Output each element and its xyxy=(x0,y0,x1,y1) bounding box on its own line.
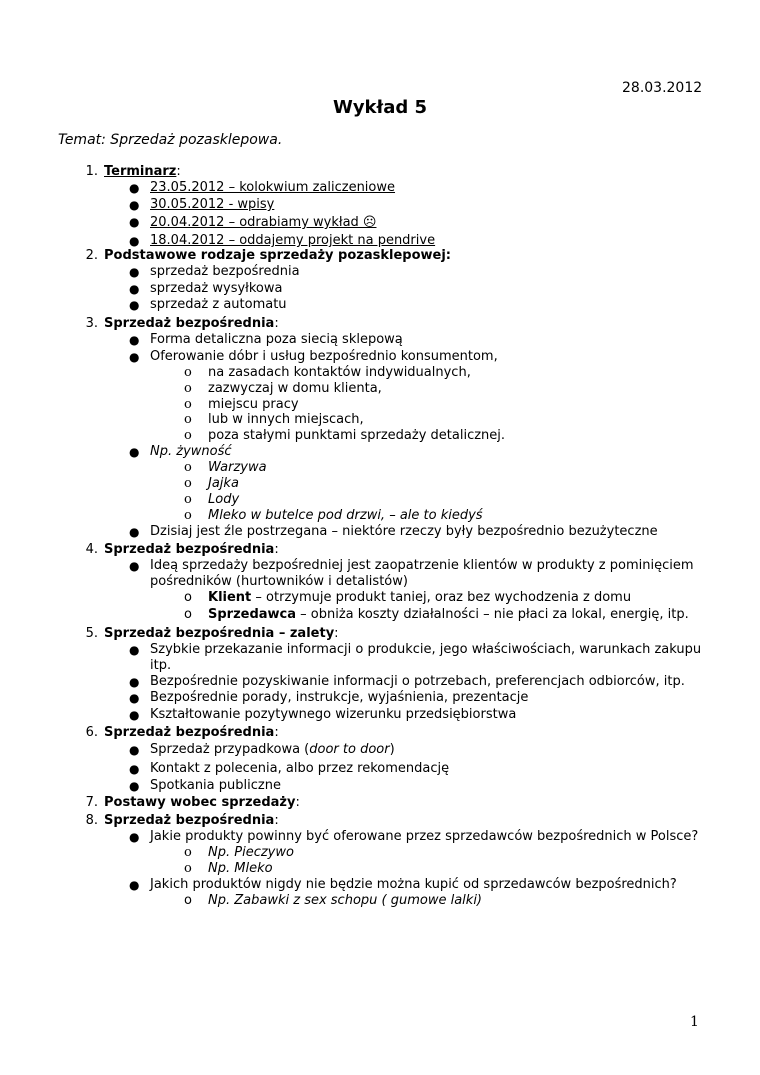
list-item: Jakie produkty powinny być oferowane przez sprzedawców bezpośrednich w Polsce? xyxy=(150,829,699,844)
list-item: 23.05.2012 – kolokwium zaliczeniowe xyxy=(150,180,396,195)
list-item: Ideą sprzedaży bezpośredniej jest zaopatrzenie klientów w produkty z pominięciem xyxy=(150,558,694,573)
bullet-icon: ● xyxy=(129,445,140,459)
bullet-icon: ● xyxy=(129,675,140,689)
list-item: Sprzedaż przypadkowa (door to door) xyxy=(150,742,395,757)
list-item: Kontakt z polecenia, albo przez rekomendację xyxy=(150,761,450,776)
list-item: 30.05.2012 - wpisy xyxy=(150,197,275,212)
sub-item: Np. Mleko xyxy=(208,861,273,876)
section-number: 6. xyxy=(85,725,98,740)
section-number: 4. xyxy=(85,542,98,557)
section-number: 7. xyxy=(85,795,98,810)
list-item: sprzedaż bezpośrednia xyxy=(150,264,300,279)
list-item: Kształtowanie pozytywnego wizerunku przedsiębiorstwa xyxy=(150,707,517,722)
section-heading: Sprzedaż bezpośrednia: xyxy=(104,725,279,740)
section-heading: Sprzedaż bezpośrednia: xyxy=(104,316,279,331)
list-item: Szybkie przekazanie informacji o produkcie, jego właściwościach, warunkach zakupu xyxy=(150,642,702,657)
topic-line: Temat: Sprzedaż pozasklepowa. xyxy=(58,132,283,148)
sub-bullet-icon: o xyxy=(184,590,192,605)
list-item: Forma detaliczna poza siecią sklepową xyxy=(150,332,403,347)
sub-item: zazwyczaj w domu klienta, xyxy=(208,381,382,396)
list-item: Oferowanie dóbr i usług bezpośrednio konsumentom, xyxy=(150,349,498,364)
list-item: Np. żywność xyxy=(150,444,232,459)
list-item: Bezpośrednie porady, instrukcje, wyjaśnienia, prezentacje xyxy=(150,690,529,705)
section-heading: Sprzedaż bezpośrednia – zalety: xyxy=(104,626,339,641)
page-title: Wykład 5 xyxy=(332,97,428,118)
bullet-icon: ● xyxy=(129,525,140,539)
bullet-icon: ● xyxy=(129,181,140,195)
sub-item: Lody xyxy=(208,492,240,507)
section-number: 5. xyxy=(85,626,98,641)
bullet-icon: ● xyxy=(129,282,140,296)
sub-item: Warzywa xyxy=(208,460,267,475)
section-heading: Terminarz: xyxy=(104,164,181,179)
lecture-date: 28.03.2012 xyxy=(622,80,703,96)
bullet-icon: ● xyxy=(129,234,140,248)
bullet-icon: ● xyxy=(129,708,140,722)
bullet-icon: ● xyxy=(129,350,140,364)
bullet-icon: ● xyxy=(129,691,140,705)
list-item: 20.04.2012 – odrabiamy wykład ☹ xyxy=(150,215,377,230)
bullet-icon: ● xyxy=(129,265,140,279)
bullet-icon: ● xyxy=(129,878,140,892)
bullet-icon: ● xyxy=(129,333,140,347)
list-item: Spotkania publiczne xyxy=(150,778,281,793)
bullet-icon: ● xyxy=(129,559,140,573)
sub-bullet-icon: o xyxy=(184,845,192,860)
list-item: Bezpośrednie pozyskiwanie informacji o potrzebach, preferencjach odbiorców, itp. xyxy=(150,674,685,689)
section-heading: Postawy wobec sprzedaży: xyxy=(104,795,300,810)
sub-bullet-icon: o xyxy=(184,607,192,622)
sub-bullet-icon: o xyxy=(184,508,192,523)
sub-bullet-icon: o xyxy=(184,460,192,475)
bullet-icon: ● xyxy=(129,643,140,657)
sub-bullet-icon: o xyxy=(184,397,192,412)
sub-bullet-icon: o xyxy=(184,492,192,507)
sub-bullet-icon: o xyxy=(184,412,192,427)
bullet-icon: ● xyxy=(129,779,140,793)
sub-bullet-icon: o xyxy=(184,428,192,443)
section-heading: Sprzedaż bezpośrednia: xyxy=(104,542,279,557)
sub-item: lub w innych miejscach, xyxy=(208,412,364,427)
sub-item: miejscu pracy xyxy=(208,397,299,412)
section-heading: Podstawowe rodzaje sprzedaży pozasklepowej: xyxy=(104,248,452,263)
bullet-icon: ● xyxy=(129,215,140,229)
bullet-icon: ● xyxy=(129,298,140,312)
sub-bullet-icon: o xyxy=(184,381,192,396)
bullet-icon: ● xyxy=(129,198,140,212)
section-number: 3. xyxy=(85,316,98,331)
list-item-continuation: itp. xyxy=(150,658,172,673)
list-item: Dzisiaj jest źle postrzegana – niektóre rzeczy były bezpośrednio bezużyteczne xyxy=(150,524,658,539)
sub-item: Mleko w butelce pod drzwi, – ale to kiedyś xyxy=(208,508,483,523)
sub-item: poza stałymi punktami sprzedaży detalicznej. xyxy=(208,428,506,443)
sub-item: Sprzedawca – obniża koszty działalności – nie płaci za lokal, energię, itp. xyxy=(208,607,689,622)
sub-bullet-icon: o xyxy=(184,365,192,380)
section-number: 8. xyxy=(85,813,98,828)
list-item-continuation: pośredników (hurtowników i detalistów) xyxy=(150,574,408,589)
sub-item: Klient – otrzymuje produkt taniej, oraz bez wychodzenia z domu xyxy=(208,590,632,605)
list-item: sprzedaż z automatu xyxy=(150,297,287,312)
bullet-icon: ● xyxy=(129,762,140,776)
section-heading: Sprzedaż bezpośrednia: xyxy=(104,813,279,828)
list-item: Jakich produktów nigdy nie będzie można kupić od sprzedawców bezpośrednich? xyxy=(150,877,677,892)
sub-bullet-icon: o xyxy=(184,476,192,491)
sub-item: Np. Zabawki z sex schopu ( gumowe lalki) xyxy=(208,893,483,908)
sub-bullet-icon: o xyxy=(184,893,192,908)
bullet-icon: ● xyxy=(129,830,140,844)
section-number: 1. xyxy=(85,164,98,179)
page-number: 1 xyxy=(690,1014,699,1030)
sub-item: na zasadach kontaktów indywidualnych, xyxy=(208,365,471,380)
list-item: 18.04.2012 – oddajemy projekt na pendrive xyxy=(150,233,436,248)
sub-bullet-icon: o xyxy=(184,861,192,876)
section-number: 2. xyxy=(85,248,98,263)
sub-item: Np. Pieczywo xyxy=(208,845,294,860)
list-item: sprzedaż wysyłkowa xyxy=(150,281,283,296)
bullet-icon: ● xyxy=(129,743,140,757)
sub-item: Jajka xyxy=(208,476,239,491)
